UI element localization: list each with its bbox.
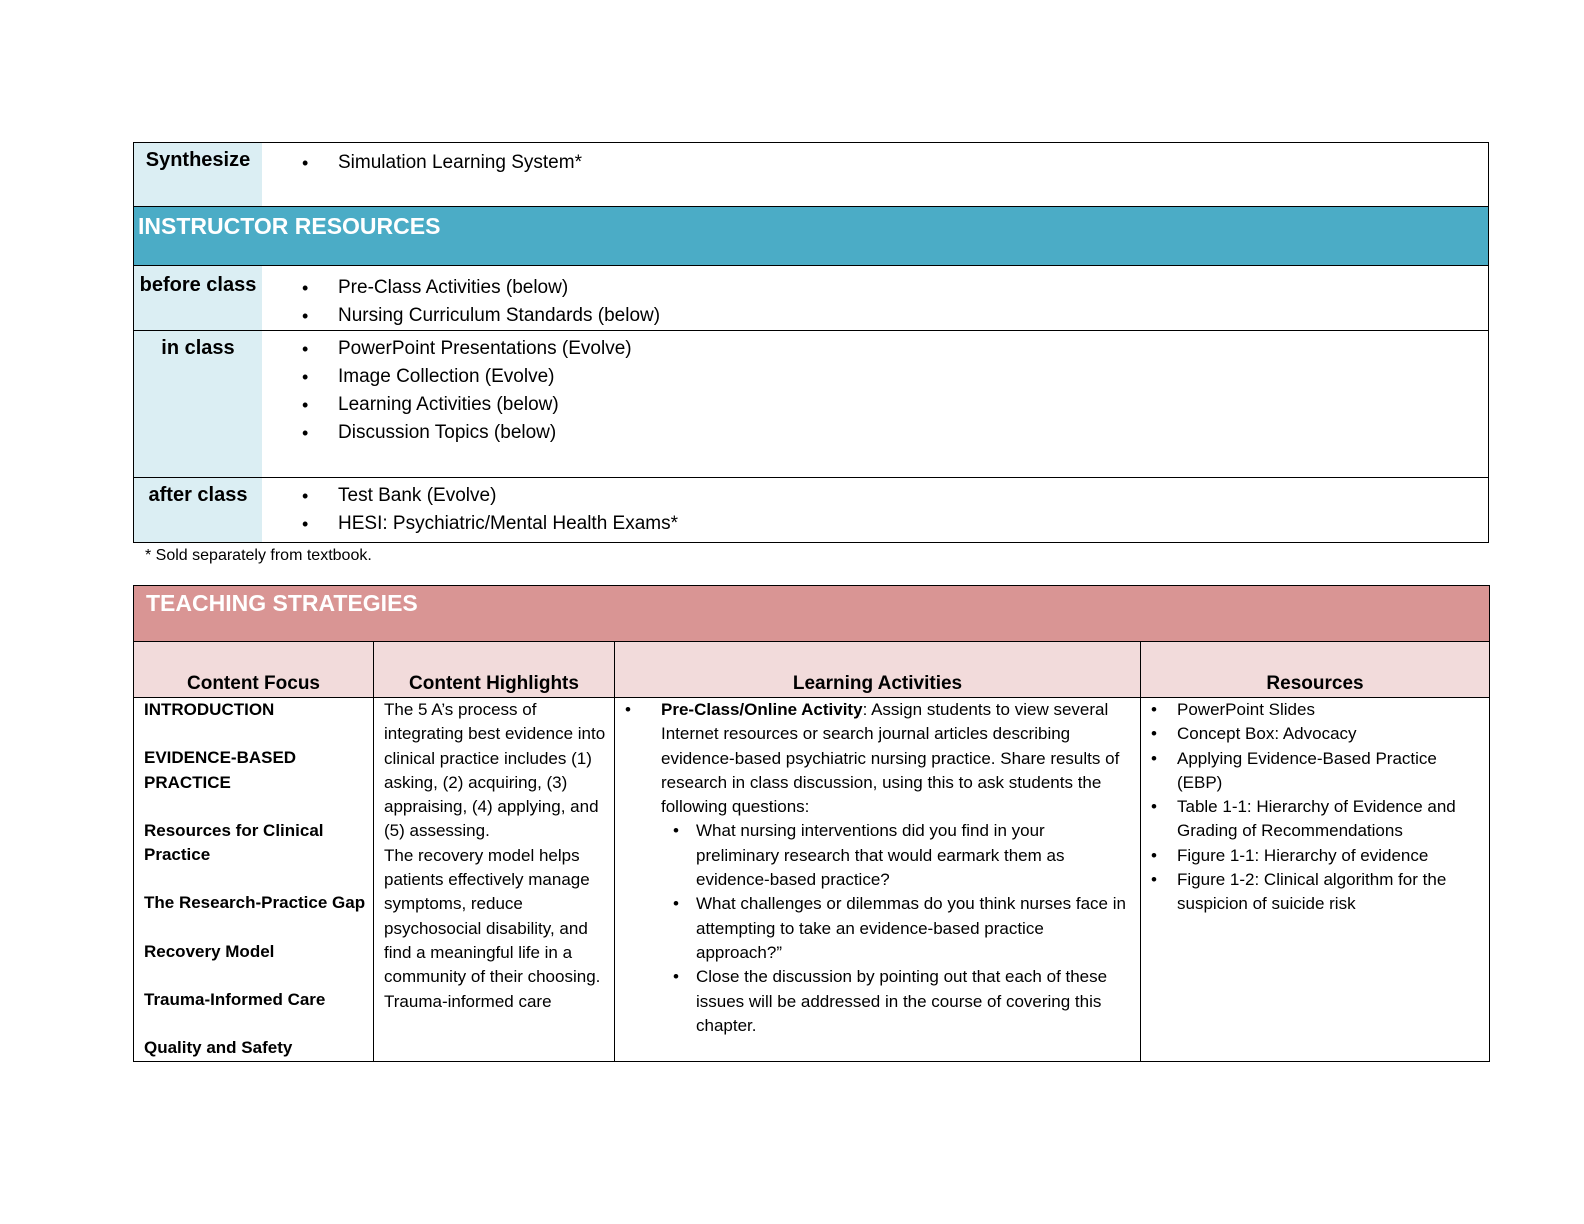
- highlight-paragraph: The 5 A’s process of integrating best evidence into clinical practice includes (1) asking, (2) acquiring, (3) appraising, (4) applying, and (5) assessing.: [384, 700, 606, 841]
- highlight-paragraph: The recovery model helps patients effectively manage symptoms, reduce psychosocial disability, and find a meaningful life in a community of their choosing.: [384, 845, 601, 987]
- list-item: • Simulation Learning System*: [262, 149, 1488, 177]
- footnote: * Sold separately from textbook.: [145, 547, 372, 564]
- activity-label: Pre-Class/Online Activity: [661, 700, 863, 719]
- focus-item: The Research-Practice Gap: [144, 893, 366, 913]
- list-item: • What challenges or dilemmas do you think nurses face in attempting to take an evidence-based practice approach?”: [625, 892, 1130, 965]
- synthesize-list: [262, 149, 1488, 177]
- list-item: • HESI: Psychiatric/Mental Health Exams*: [262, 510, 1488, 538]
- list-item: • Concept Box: Advocacy: [1151, 722, 1481, 746]
- list-item: • Pre-Class Activities (below): [262, 274, 1488, 302]
- list-item: • Figure 1-1: Hierarchy of evidence: [1151, 844, 1481, 868]
- list-item: • Learning Activities (below): [262, 391, 1488, 419]
- before-class-label: before class: [134, 266, 263, 331]
- activity-text: : Assign students to view several Internet resources or search journal articles describing evidence-based psychiatric nursing practice. Share results of research in class discussion, using this to ask students the following questions:: [661, 700, 1120, 817]
- list-item: • Discussion Topics (below): [262, 419, 1488, 447]
- focus-item: Quality and Safety: [144, 1038, 293, 1058]
- after-class-row: [134, 478, 1489, 543]
- resources-list: [1151, 698, 1481, 917]
- instructor-resources-title: INSTRUCTOR RESOURCES: [134, 207, 1489, 266]
- teaching-strategies-table: [133, 585, 1490, 1062]
- highlight-paragraph: Trauma-informed care: [384, 991, 552, 1011]
- list-item: • Test Bank (Evolve): [262, 482, 1488, 510]
- learning-activity: [625, 698, 1130, 819]
- after-class-label: after class: [134, 478, 263, 543]
- content-focus-cell: [134, 698, 374, 1062]
- column-header: Content Focus: [134, 642, 374, 698]
- teaching-strategies-title: TEACHING STRATEGIES: [134, 586, 1490, 642]
- list-item: • Close the discussion by pointing out that each of these issues will be addressed in the course of covering this chapter.: [625, 965, 1130, 1038]
- list-item: • What nursing interventions did you find in your preliminary research that would earmark them as evidence-based practice?: [625, 819, 1130, 892]
- teaching-header-row: [134, 586, 1490, 642]
- focus-item: Trauma-Informed Care: [144, 990, 326, 1010]
- content-highlights-cell: [374, 698, 615, 1062]
- focus-item: INTRODUCTION: [144, 700, 275, 719]
- synthesize-label: Synthesize: [134, 143, 263, 207]
- column-header: Resources: [1141, 642, 1490, 698]
- after-class-list: [262, 482, 1488, 538]
- list-item: • Nursing Curriculum Standards (below): [262, 302, 1488, 330]
- list-item: • Figure 1-2: Clinical algorithm for the suspicion of suicide risk: [1151, 868, 1481, 917]
- list-item: • Image Collection (Evolve): [262, 363, 1488, 391]
- focus-item: EVIDENCE-BASED PRACTICE: [144, 748, 297, 792]
- before-class-list: [262, 274, 1488, 330]
- focus-item: Resources for Clinical Practice: [144, 820, 324, 865]
- before-class-row: [134, 266, 1489, 331]
- in-class-row: [134, 331, 1489, 478]
- activity-questions: [625, 819, 1130, 1038]
- list-item: • Applying Evidence-Based Practice (EBP): [1151, 747, 1481, 796]
- column-header: Learning Activities: [615, 642, 1141, 698]
- page: [133, 142, 1489, 1062]
- instructor-header-row: [134, 207, 1489, 266]
- table-row: [134, 698, 1490, 1062]
- column-header-row: [134, 642, 1490, 698]
- instructor-resources-table: [133, 142, 1489, 543]
- list-item: • PowerPoint Slides: [1151, 698, 1481, 722]
- list-item: • PowerPoint Presentations (Evolve): [262, 335, 1488, 363]
- in-class-list: [262, 335, 1488, 447]
- in-class-label: in class: [134, 331, 263, 478]
- column-header: Content Highlights: [374, 642, 615, 698]
- learning-activities-cell: [615, 698, 1141, 1062]
- list-item: • Table 1-1: Hierarchy of Evidence and Grading of Recommendations: [1151, 795, 1481, 844]
- resources-cell: [1141, 698, 1490, 1062]
- focus-item: Recovery Model: [144, 941, 275, 961]
- synthesize-row: [134, 143, 1489, 207]
